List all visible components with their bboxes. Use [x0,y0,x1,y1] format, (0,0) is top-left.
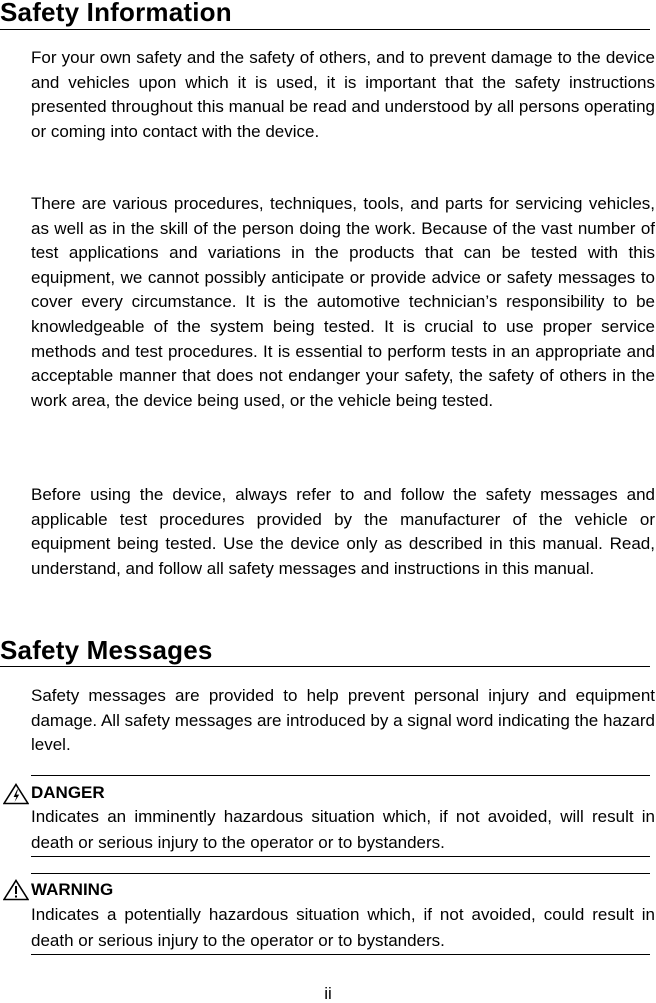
notice-bottom-rule [31,856,650,857]
warning-triangle-icon [3,879,29,901]
danger-text: Indicates an imminently hazardous situation which, if not avoided, will result in death or serious injury to the operator or to bystanders. [31,807,655,852]
intro-paragraph: Safety messages are provided to help prevent personal injury and equipment damage. All safety messages are introduced by a signal word indicating the hazard level. [31,686,655,755]
heading-rule [0,666,650,667]
warning-label: WARNING [31,880,114,899]
danger-triangle-icon [3,783,29,805]
page-number: ii [324,984,332,1003]
heading-rule [0,29,650,30]
paragraph: There are various procedures, techniques, tools, and parts for servicing vehicles, as well as in the skill of the person doing the work. Because of the vast number of test applications and variations in the products that can be tested with this equipment, we cannot possibly anticipate or provide advice or safety messages to cover every circumstance. It is the automotive technician’s responsibility to be knowledgeable of the system being tested. It is crucial to use proper service methods and test procedures. It is essential to perform tests in an appropriate and acceptable manner that does not endanger your safety, the safety of others in the work area, the device being used, or the vehicle being tested. [31,194,655,410]
notice-bottom-rule [31,954,650,955]
danger-label: DANGER [31,783,105,802]
section-heading-safety-messages: Safety Messages [0,635,213,665]
notice-top-rule [31,873,650,874]
paragraph: Before using the device, always refer to and follow the safety messages and applicable test procedures provided by the manufacturer of the vehicle or equipment being tested. Use the device only as described in this manual. Read, understand, and follow all safety messages and instructions in this manual. [31,485,655,578]
notice-top-rule [31,775,650,776]
warning-text: Indicates a potentially hazardous situation which, if not avoided, could result in death or serious injury to the operator or to bystanders. [31,905,655,950]
paragraph: For your own safety and the safety of others, and to prevent damage to the device and vehicles upon which it is used, it is important that the safety instructions presented throughout this manual be read and understood by all persons operating or coming into contact with the device. [31,48,655,141]
section-heading-safety-information: Safety Information [0,0,232,27]
